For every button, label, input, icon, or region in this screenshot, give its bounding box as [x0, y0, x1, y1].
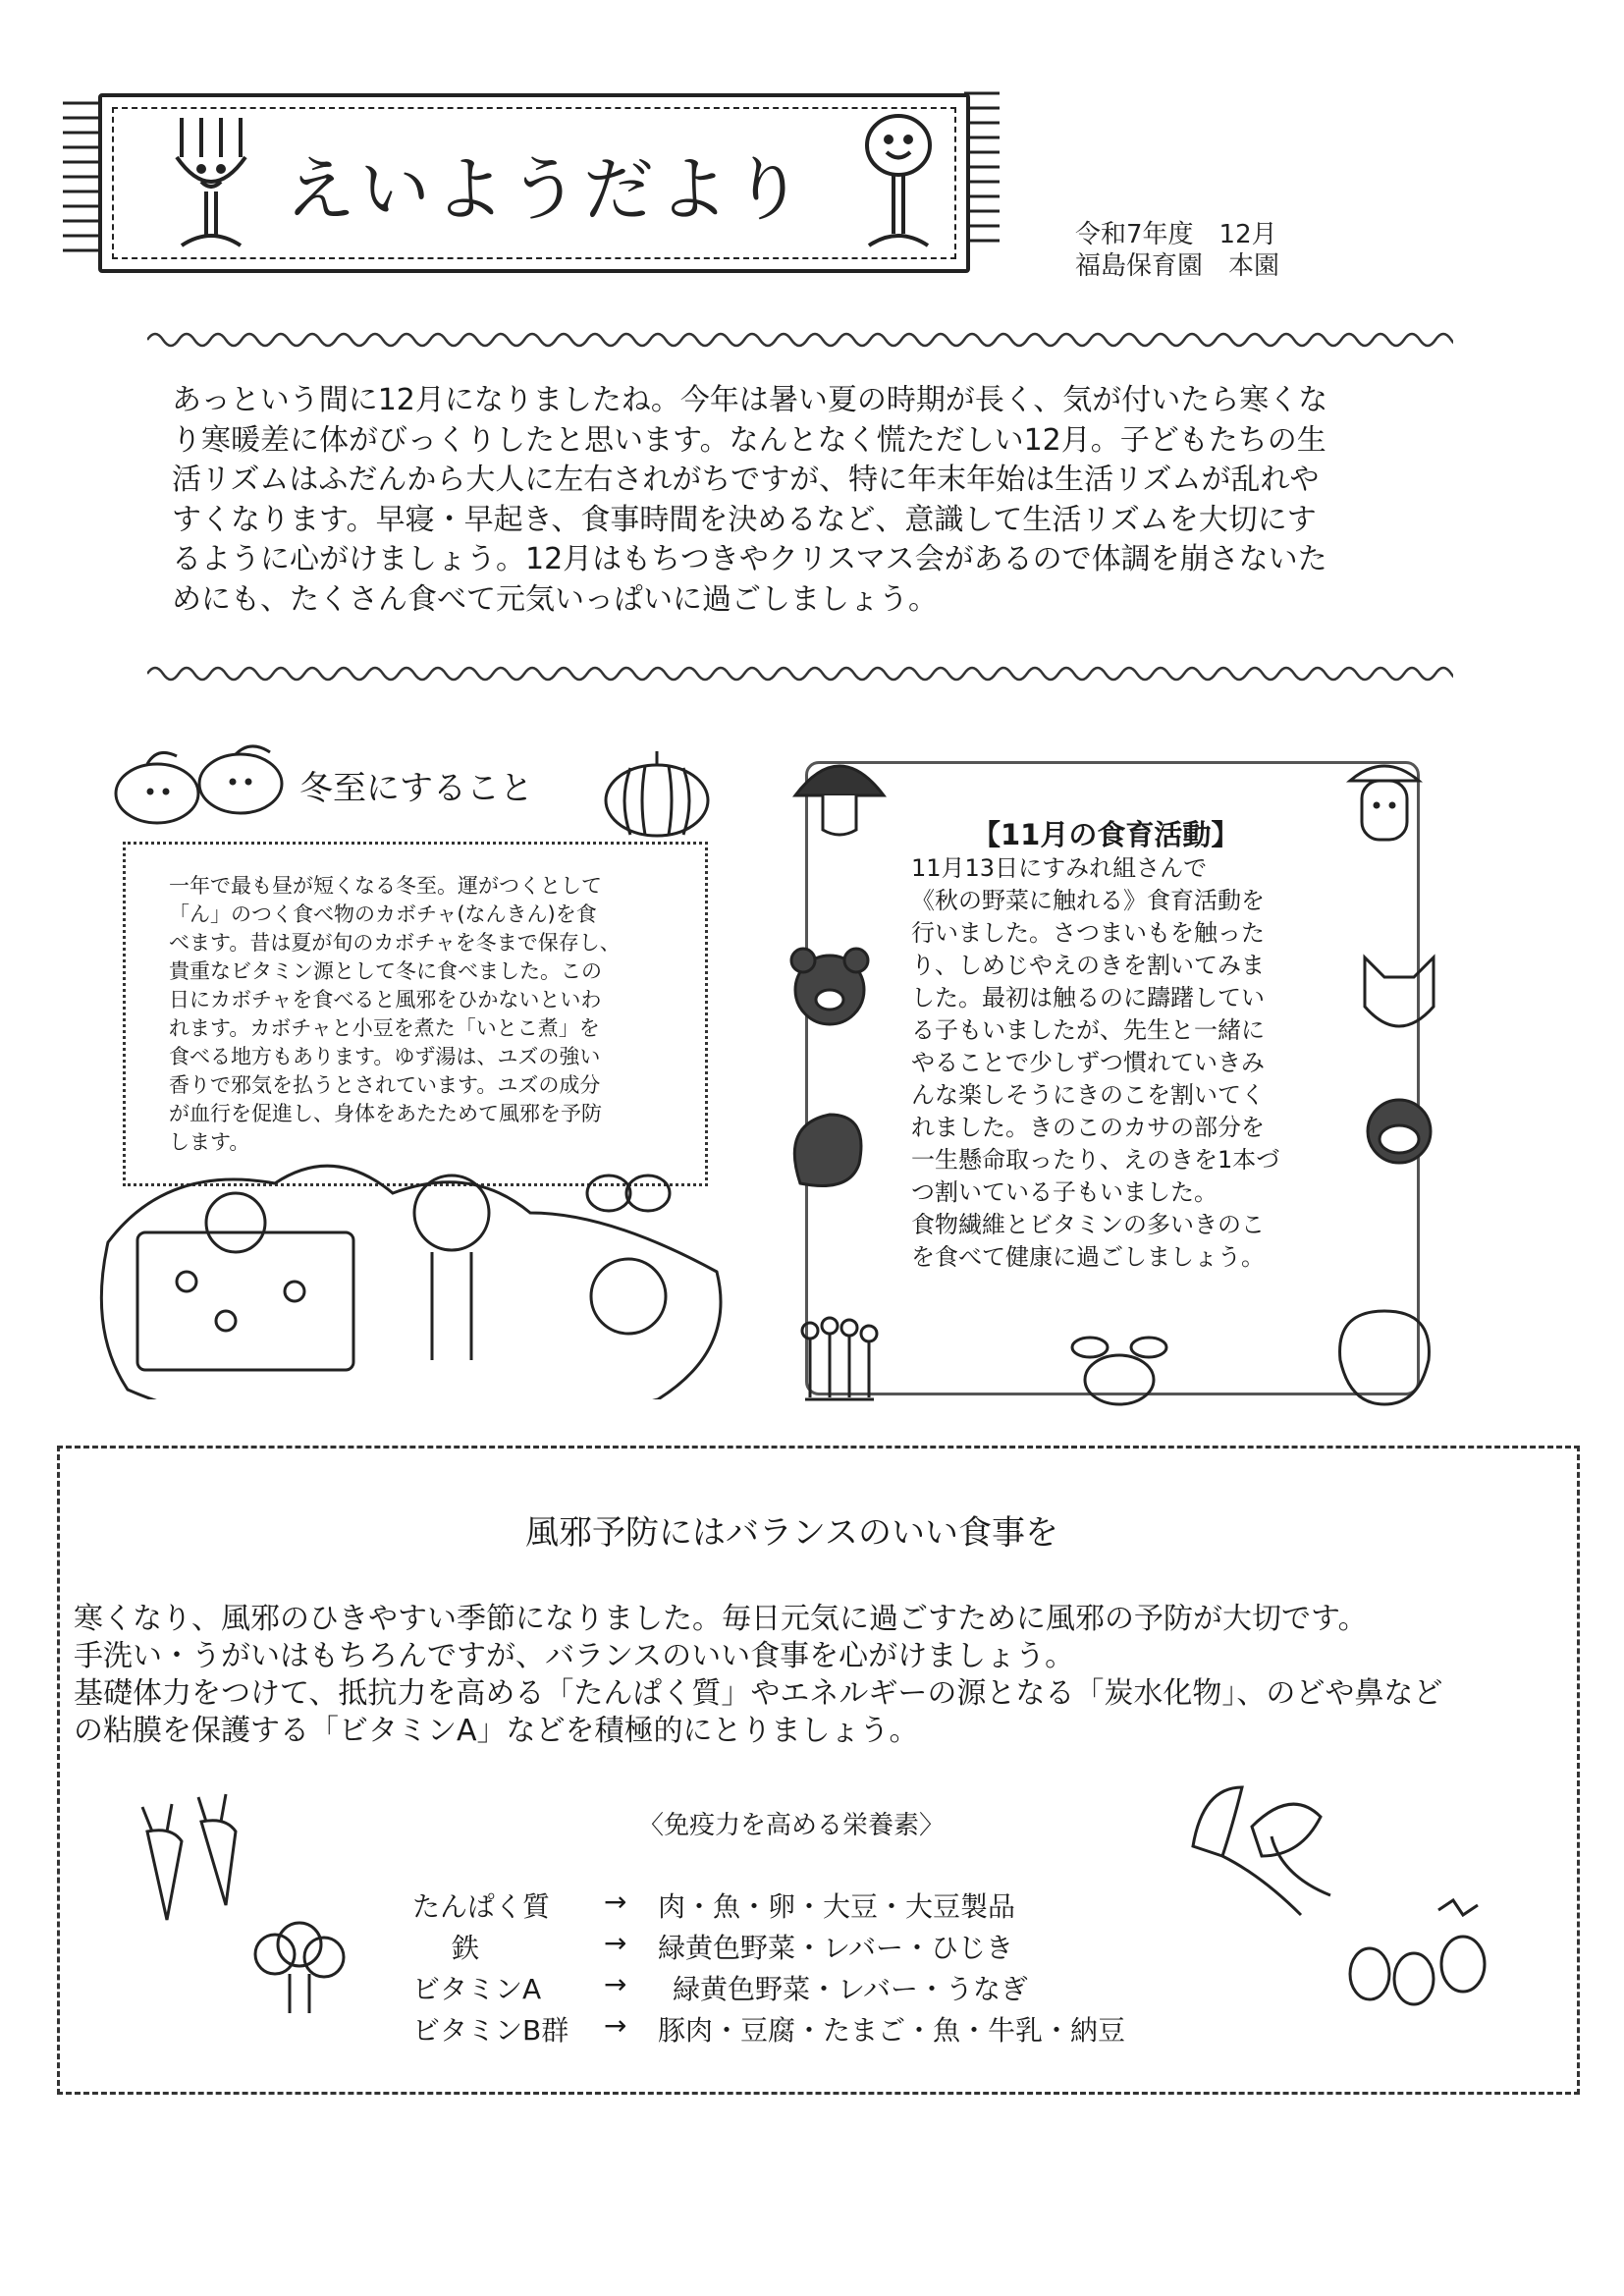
ornament-border-bottom	[147, 660, 1453, 687]
winter-line: 一年で最も昼が短くなる冬至。運がつくとして	[169, 874, 602, 898]
november-line: 《秋の野菜に触れる》食育活動を	[911, 887, 1265, 914]
bear-character-icon	[785, 943, 874, 1031]
nutrients-subheading: 〈免疫力を高める栄養素〉	[638, 1811, 946, 1840]
winter-line: 香りで邪気を払うとされています。ユズの成分	[169, 1073, 601, 1097]
nutrient-name: ビタミンA	[412, 1973, 542, 2005]
november-line: を食べて健康に過ごしましょう。	[911, 1243, 1265, 1271]
november-line: 一生懸命取ったり、えのきを1本づ	[911, 1146, 1280, 1174]
winter-line: が血行を促進し、身体をあたためて風邪を予防	[169, 1102, 602, 1125]
fox-character-icon	[1355, 948, 1443, 1036]
mushroom-face-icon	[1340, 756, 1429, 854]
mushroom-character-icon	[785, 746, 893, 845]
cold-prevention-text	[74, 1601, 1586, 1750]
winter-line: 貴重なビタミン源として冬に食べました。この	[169, 959, 602, 983]
winter-line: れます。カボチャと小豆を煮た「いとこ煮」を	[169, 1016, 600, 1040]
spinach-character-icon	[1173, 1777, 1340, 1925]
arrow-icon: →	[604, 2009, 627, 2042]
fork-character-icon	[157, 108, 265, 255]
intro-line: るように心がけましょう。12月はもちつきやクリスマス会があるので体調を崩さないた	[172, 542, 1327, 576]
nutrient-name: たんぱく質	[412, 1890, 551, 1923]
broccoli-character-icon	[245, 1920, 353, 2018]
mandarin-orange-icon	[103, 737, 290, 830]
nutrient-name: ビタミンB群	[412, 2014, 569, 2047]
pumpkin-icon	[601, 746, 714, 840]
carrot-characters-icon	[118, 1792, 265, 1930]
nutrient-foods: 緑黄色野菜・レバー・ひじき	[658, 1932, 1014, 1964]
november-line: 食物繊維とビタミンの多いきのこ	[911, 1211, 1265, 1238]
winter-solstice-title: 冬至にすること	[299, 769, 533, 808]
winter-line: 「ん」のつく食べ物のカボチャ(なんきん)を食	[169, 902, 597, 926]
winter-solstice-text	[169, 872, 665, 1157]
cold-line: 手洗い・うがいはもちろんですが、バランスのいい食事を心がけましょう。	[74, 1639, 1075, 1673]
intro-line: 活リズムはふだんから大人に左右されがちですが、特に年末年始は生活リズムが乱れや	[172, 463, 1320, 497]
november-line: る子もいましたが、先生と一緒に	[911, 1016, 1265, 1044]
november-text	[911, 852, 1368, 1274]
intro-paragraph	[172, 381, 1404, 620]
squirrel-character-icon	[781, 1105, 869, 1193]
november-line: した。最初は触るのに躊躇してい	[911, 984, 1265, 1011]
lettuce-character-icon	[1330, 1301, 1438, 1409]
cold-line: の粘膜を保護する「ビタミンA」などを積極的にとりましょう。	[74, 1714, 919, 1748]
nutrient-foods: 肉・魚・卵・大豆・大豆製品	[658, 1890, 1016, 1923]
november-line: やることで少しずつ慣れていきみ	[911, 1049, 1265, 1076]
banner-fringe-left	[59, 93, 102, 270]
intro-line: すくなります。早寝・早起き、食事時間を決めるなど、意識して生活リズムを大切にす	[172, 502, 1317, 537]
spoon-character-icon	[844, 108, 952, 255]
newsletter-title: えいようだより	[285, 148, 808, 231]
arrow-icon: →	[604, 1886, 627, 1918]
cold-line: 基礎体力をつけて、抵抗力を高める「たんぱく質」やエネルギーの源となる「炭水化物」、のどや鼻など	[74, 1676, 1443, 1711]
nutrient-foods: 豚肉・豆腐・たまご・魚・牛乳・納豆	[658, 2014, 1126, 2047]
intro-line: あっという間に12月になりましたね。今年は暑い夏の時期が長く、気が付いたら寒くな	[172, 383, 1328, 417]
intro-line: り寒暖差に体がびっくりしたと思います。なんとなく慌ただしい12月。子どもたちの生	[172, 422, 1326, 458]
november-line: つ割いている子もいました。	[911, 1178, 1218, 1206]
winter-line: 日にカボチャを食べると風邪をひかないといわ	[169, 988, 602, 1011]
enoki-mushroom-icon	[790, 1316, 889, 1414]
cold-prevention-title: 風邪予防にはバランスのいい食事を	[525, 1513, 1058, 1553]
nutrient-foods: 緑黄色野菜・レバー・うなぎ	[673, 1973, 1029, 2005]
intro-line: めにも、たくさん食べて元気いっぱいに過ごしましょう。	[172, 581, 938, 617]
cold-line: 寒くなり、風邪のひきやすい季節になりました。毎日元気に過ごすために風邪の予防が大切です。	[74, 1602, 1368, 1636]
november-line: んな楽しそうにきのこを割いてく	[911, 1081, 1265, 1109]
nutrient-name: 鉄	[452, 1932, 480, 1964]
egg-characters-icon	[1340, 1890, 1507, 2018]
yuzu-bath-children-illustration	[98, 1154, 736, 1399]
rabbit-character-icon	[1065, 1326, 1173, 1409]
raccoon-character-icon	[1360, 1090, 1438, 1169]
winter-line: 食べる地方もあります。ゆず湯は、ユズの強い	[169, 1045, 601, 1068]
arrow-icon: →	[604, 1968, 627, 2000]
november-line: り、しめじやえのきを割いてみま	[911, 952, 1265, 979]
november-line: 11月13日にすみれ組さんで	[911, 854, 1208, 882]
november-title: 【11月の食育活動】	[972, 818, 1240, 851]
school-name: 福島保育園 本園	[1075, 251, 1280, 281]
issue-date: 令和7年度 12月	[1075, 220, 1277, 249]
winter-line: します。	[169, 1130, 250, 1154]
arrow-icon: →	[604, 1927, 627, 1959]
november-line: れました。きのこのカサの部分を	[911, 1114, 1265, 1141]
november-line: 行いました。さつまいもを触った	[911, 919, 1265, 947]
ornament-border-top	[147, 326, 1453, 354]
winter-line: べます。昔は夏が旬のカボチャを冬まで保存し、	[169, 931, 621, 955]
